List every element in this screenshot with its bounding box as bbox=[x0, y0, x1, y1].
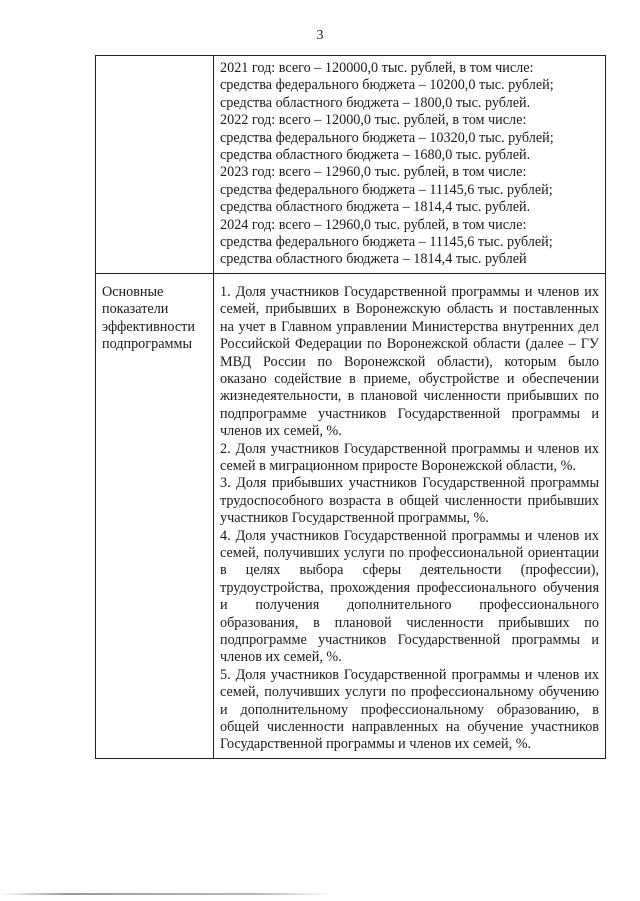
finance-cell bbox=[214, 56, 606, 274]
indicator-item: 5. Доля участников Государственной программы и членов их семей, получивших услуги по профессиональному обучению и дополнительному профессиональному образованию, в общей численности направленных на обучение участников Государственной программы и членов их семей, %. bbox=[220, 666, 599, 753]
finance-line: средства федерального бюджета – 11145,6 тыс. рублей; bbox=[220, 234, 553, 251]
indicator-item: 1. Доля участников Государственной программы и членов их семей, прибывших в Воронежскую область и поставленных на учет в Главном управлении Министерства внутренних дел Российской Федерации по Воронежской области (далее – ГУ МВД России по Воронежской области), которым было оказано содействие в приеме, обустройстве и обеспечении жизнедеятельности, в плановой численности прибывших по подпрограмме участников Государственной программы и членов их семей, %. bbox=[220, 283, 599, 440]
finance-line: 2021 год: всего – 120000,0 тыс. рублей, в том числе: bbox=[220, 60, 534, 76]
finance-line: средства федерального бюджета – 11145,6 тыс. рублей; bbox=[220, 181, 553, 198]
indicators-cell bbox=[214, 273, 606, 758]
indicator-item: 4. Доля участников Государственной программы и членов их семей, получивших услуги по профессиональной ориентации в целях выбора сферы деятельности (профессии), трудоустройства, прохождения профессионального обучения и получения дополнительного профессионального образования, в плановой численности прибывших по подпрограмме участников Государственной программы и членов их семей, %. bbox=[220, 527, 599, 666]
finance-line: средства областного бюджета – 1680,0 тыс. рублей. bbox=[220, 147, 531, 164]
passport-table bbox=[95, 55, 606, 759]
indicator-item: 3. Доля прибывших участников Государственной программы трудоспособного возраста в общей численности прибывших участников Государственной программы, %. bbox=[220, 475, 599, 527]
finance-line: 2022 год: всего – 12000,0 тыс. рублей, в том числе: bbox=[220, 112, 527, 129]
finance-line: средства областного бюджета – 1814,4 тыс. рублей bbox=[220, 251, 527, 268]
page-number: 3 bbox=[316, 28, 324, 43]
indicator-item: 2. Доля участников Государственной программы и членов их семей в миграционном приросте Воронежской области, %. bbox=[220, 440, 599, 474]
scan-artifact-line bbox=[0, 893, 330, 895]
finance-line: средства областного бюджета – 1800,0 тыс. рублей. bbox=[220, 94, 531, 111]
finance-line: средства федерального бюджета – 10200,0 тыс. рублей; bbox=[220, 77, 554, 94]
finance-line: средства федерального бюджета – 10320,0 тыс. рублей; bbox=[220, 129, 554, 146]
finance-label-cell bbox=[96, 56, 214, 274]
finance-line: средства областного бюджета – 1814,4 тыс. рублей. bbox=[220, 199, 531, 216]
indicators-label: Основные показатели эффективности подпрограммы bbox=[96, 273, 214, 758]
finance-line: 2023 год: всего – 12960,0 тыс. рублей, в том числе: bbox=[220, 164, 527, 181]
table-row-indicators bbox=[96, 273, 606, 758]
finance-line: 2024 год: всего – 12960,0 тыс. рублей, в том числе: bbox=[220, 216, 527, 233]
table-row-finance bbox=[96, 56, 606, 274]
